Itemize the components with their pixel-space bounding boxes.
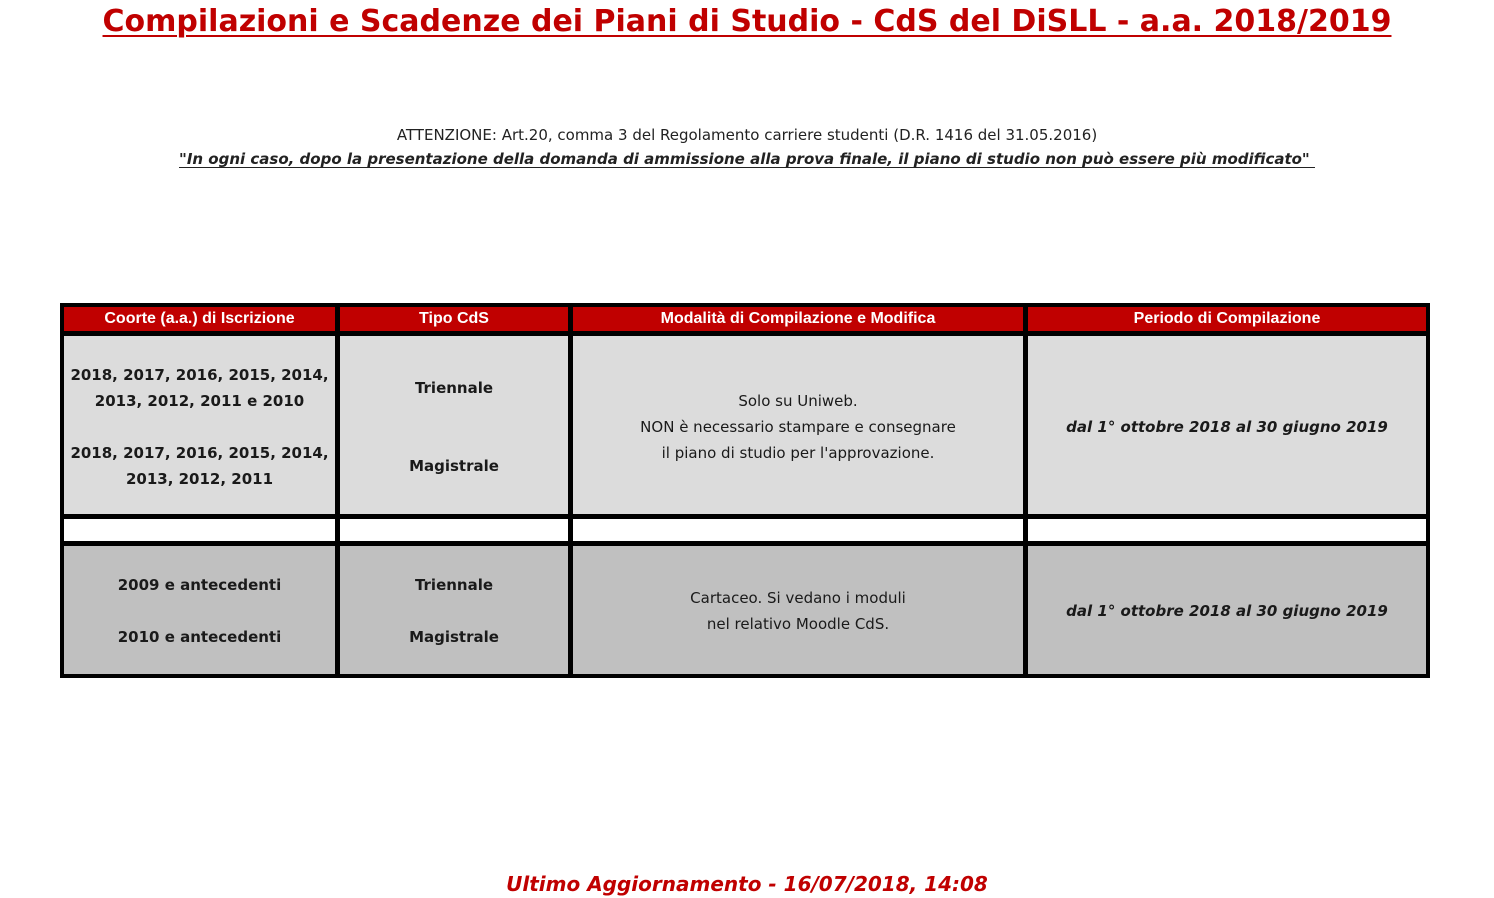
header-coorte: Coorte (a.a.) di Iscrizione <box>64 307 335 331</box>
cell-periodo-group1 <box>1028 336 1426 514</box>
cell-modalita-group2 <box>573 546 1023 674</box>
tipo-magistrale: Magistrale <box>409 457 499 475</box>
modalita-line1: Solo su Uniweb. <box>738 392 858 410</box>
tipo2-triennale: Triennale <box>414 576 494 594</box>
tipo-triennale: Triennale <box>414 379 494 397</box>
modalita-line3: il piano di studio per l'approvazione. <box>661 444 935 462</box>
coorte2-triennale: 2009 e antecedenti <box>117 576 282 594</box>
cell-coorte-group1 <box>64 336 335 514</box>
notice-reference: ATTENZIONE: Art.20, comma 3 del Regolamento carriere studenti (D.R. 1416 del 31.05.2016) <box>396 126 1098 144</box>
coorte-triennale-line1: 2018, 2017, 2016, 2015, 2014, <box>70 366 329 384</box>
cell-modalita-group1 <box>573 336 1023 514</box>
periodo-group2: dal 1° ottobre 2018 al 30 giugno 2019 <box>1066 602 1388 620</box>
periodo-group1: dal 1° ottobre 2018 al 30 giugno 2019 <box>1066 418 1388 436</box>
cell-tipo-group2 <box>340 546 568 674</box>
modalita-line2: NON è necessario stampare e consegnare <box>640 418 956 436</box>
schedule-table <box>60 303 1430 678</box>
tipo2-magistrale: Magistrale <box>409 628 499 646</box>
page-title: Compilazioni e Scadenze dei Piani di Studio - CdS del DiSLL - a.a. 2018/2019 <box>102 4 1392 39</box>
header-tipo: Tipo CdS <box>340 307 568 331</box>
coorte-magistrale-line1: 2018, 2017, 2016, 2015, 2014, <box>70 444 329 462</box>
cell-tipo-group1 <box>340 336 568 514</box>
coorte-magistrale-line2: 2013, 2012, 2011 <box>125 470 274 488</box>
spacer-cell <box>1028 519 1426 541</box>
spacer-cell <box>573 519 1023 541</box>
cell-coorte-group2 <box>64 546 335 674</box>
modalita2-line2: nel relativo Moodle CdS. <box>706 615 890 633</box>
notice-quote: "In ogni caso, dopo la presentazione della domanda di ammissione alla prova finale, il piano di studio non può essere più modificato" <box>179 150 1315 168</box>
header-periodo: Periodo di Compilazione <box>1028 307 1426 331</box>
spacer-cell <box>340 519 568 541</box>
last-update: Ultimo Aggiornamento - 16/07/2018, 14:08 <box>506 872 988 896</box>
notice <box>0 123 1494 171</box>
spacer-cell <box>64 519 335 541</box>
coorte2-magistrale: 2010 e antecedenti <box>117 628 282 646</box>
coorte-triennale-line2: 2013, 2012, 2011 e 2010 <box>94 392 305 410</box>
header-modalita: Modalità di Compilazione e Modifica <box>573 307 1023 331</box>
modalita2-line1: Cartaceo. Si vedano i moduli <box>690 589 906 607</box>
cell-periodo-group2 <box>1028 546 1426 674</box>
